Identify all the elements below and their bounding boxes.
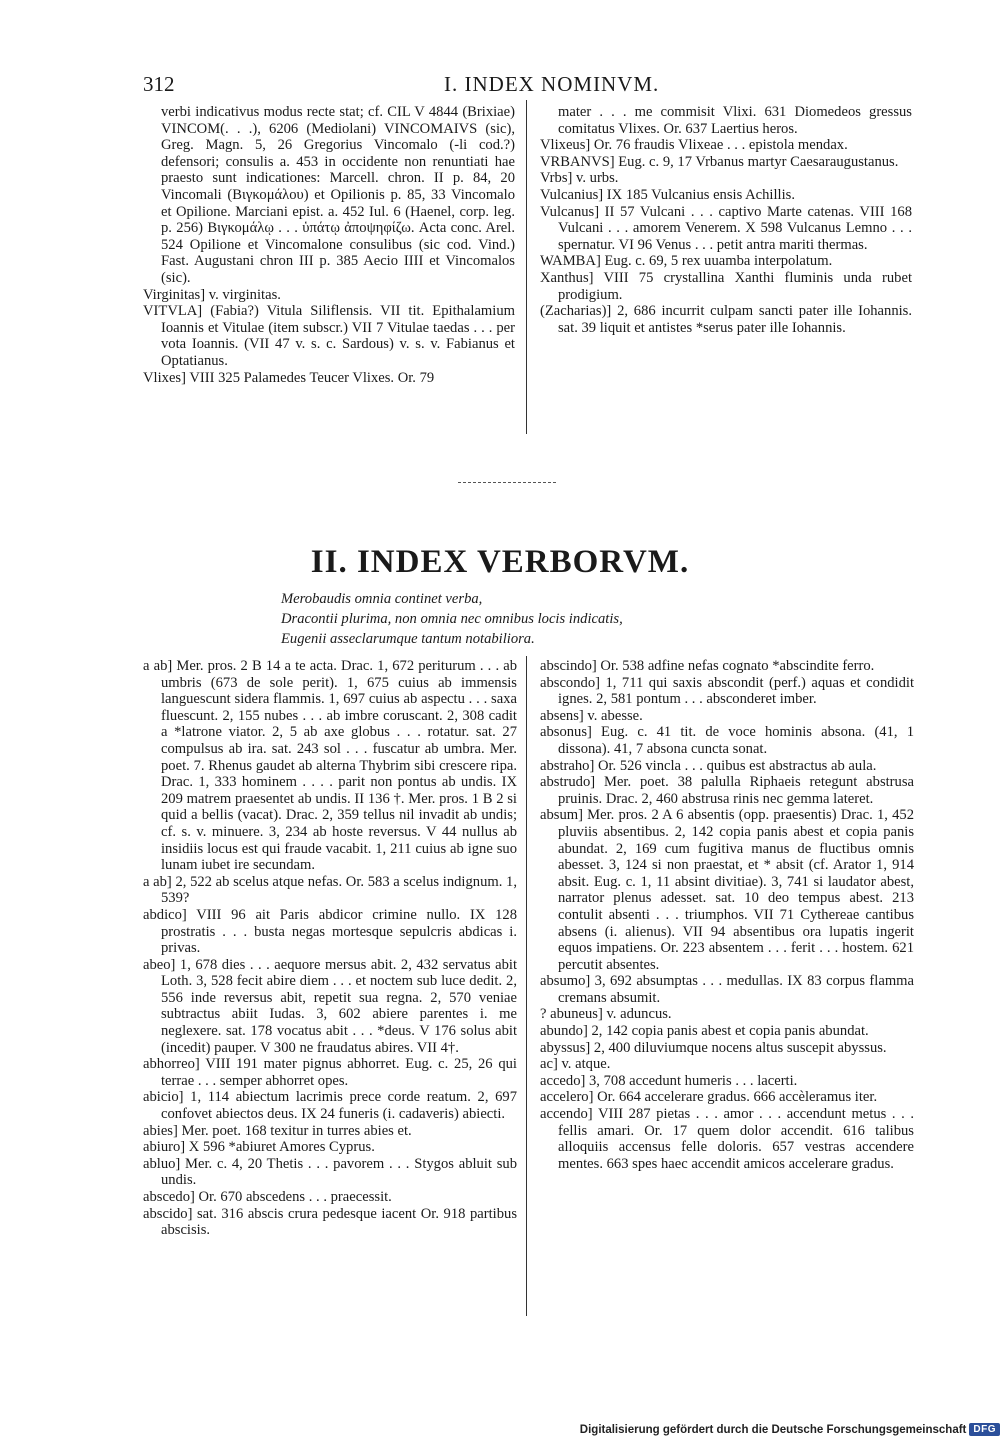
index-entry: abies] Mer. poet. 168 texitur in turres abies et. — [143, 1122, 412, 1139]
running-head: I. INDEX NOMINVM. — [444, 72, 660, 96]
column-divider — [526, 100, 527, 434]
index-entry: absumo] 3, 692 absumptas . . . medullas. IX 83 corpus flamma cremans absumit. — [540, 973, 914, 1006]
index-entry: absens] v. abesse. — [540, 707, 643, 724]
index-entry: abscido] sat. 316 abscis crura pedesque iacent Or. 918 partibus abscisis. — [143, 1205, 517, 1239]
section-separator — [458, 482, 556, 485]
index-entry: WAMBA] Eug. c. 69, 5 rex uuamba interpolatum. — [540, 253, 833, 270]
index-nominum-right-column — [540, 104, 912, 336]
intro-line: Dracontii plurima, non omnia nec omnibus locis indicatis, — [281, 611, 623, 627]
index-entry: absonus] Eug. c. 41 tit. de voce hominis absona. (41, 1 dissona). 41, 7 absona cuncta sonat. — [540, 724, 914, 757]
index-entry: Vlixeus] Or. 76 fraudis Vlixeae . . . epistola mendax. — [540, 137, 848, 154]
index-entry: mater . . . me commisit Vlixi. 631 Diomedeos gressus comitatus Vlixes. Or. 637 Laertius heros. — [558, 104, 912, 137]
index-entry: accendo] VIII 287 pietas . . . amor . . . accendunt metus . . . fellis amari. Or. 17 quem dolor accendit. 616 talibus alloquiis accensus felle doloris. 657 vestras accendere mentes. 663 spes haec accendit amicos accelerare gradus. — [540, 1106, 914, 1172]
index-entry: abhorreo] VIII 191 mater pignus abhorret. Eug. c. 25, 26 qui terrae . . . semper abhorret opes. — [143, 1056, 517, 1089]
index-nominum-left-column — [143, 104, 515, 386]
column-divider — [526, 656, 527, 1316]
index-entry: abscindo] Or. 538 adfine nefas cognato *abscindite ferro. — [540, 658, 875, 674]
index-verborum-right-column — [540, 658, 914, 1172]
index-entry: abicio] 1, 114 abiectum lacrimis prece corde reatum. 2, 697 confovet abiectos deus. IX 24 funeris (i. cadaveris) abiecti. — [143, 1089, 517, 1123]
index-entry: abluo] Mer. c. 4, 20 Thetis . . . pavorem . . . Stygos abluit sub undis. — [143, 1155, 517, 1189]
index-entry: (Zacharias)] 2, 686 incurrit culpam sancti pater ille Iohannis. sat. 39 liquit et antistes *serus pater ille Iohannis. — [540, 303, 912, 336]
index-entry: accedo] 3, 708 accedunt humeris . . . lacerti. — [540, 1072, 798, 1089]
index-entry: ac] v. atque. — [540, 1056, 611, 1073]
index-entry: Vulcanius] IX 185 Vulcanius ensis Achillis. — [540, 186, 795, 203]
dfg-logo-icon: DFG — [969, 1423, 1000, 1436]
index-entry: a ab] 2, 522 ab scelus atque nefas. Or. 583 a scelus indignum. 1, 539? — [143, 873, 517, 907]
credit-text: Digitalisierung gefördert durch die Deutsche Forschungsgemeinschaft — [579, 1423, 967, 1436]
index-entry: abundo] 2, 142 copia panis abest et copia panis abundat. — [540, 1023, 869, 1040]
section-intro — [281, 589, 623, 649]
index-entry: a ab] Mer. pros. 2 B 14 a te acta. Drac. 1, 672 periturum . . . ab umbris (673 de sole perit). 1, 675 cuius ab immensis languescunt sidera flammis. 1, 697 cuius ab aspectu . . . saxa fluescunt. 2, 155 nubes . . . ab imbre coruscant. 2, 308 cadit a *latrone viator. 2, 5 ab axe globus . . . rotatur. sat. 27 compulsus ab ira. sat. 243 sol . . . fuscatur ab umbra. Mer. poet. 7. Rhenus gaudet ab alterna Thybrim sibi crescere ripa. Drac. 1, 333 hominem . . . . parit non pontus ab undis. IX 209 matrem praesentet ab undis. II 136 †. Mer. pros. 1 B 2 si quid a bellis (vacat). Drac. 2, 359 tellus nil invadit ab undis; cf. s. v. minuere. 3, 234 ab hoste reversus. V 44 nullus ab insidiis locus est qui fraude vacabit. 1, 211 cuius ab igne suo lunam iubet ire secundam. — [143, 658, 517, 874]
index-entry: Vulcanus] II 57 Vulcani . . . captivo Marte catenas. VIII 168 Vulcani . . . amorem Venerem. X 598 Vulcanus Lemno . . . spernatur. VI 96 Venus . . . petit antra mariti thermas. — [540, 203, 912, 253]
index-verborum-left-column — [143, 658, 517, 1239]
index-entry: ? abuneus] v. aduncus. — [540, 1006, 672, 1023]
index-entry: VRBANVS] Eug. c. 9, 17 Vrbanus martyr Caesaraugustanus. — [540, 153, 899, 170]
index-entry: abdico] VIII 96 ait Paris abdicor crimine nullo. IX 128 prostratis . . . busta negas mortesque sepulcris abdicas i. privas. — [143, 906, 517, 957]
index-entry: accelero] Or. 664 accelerare gradus. 666 accèleramus iter. — [540, 1089, 878, 1106]
index-entry: abstraho] Or. 526 vincla . . . quibus est abstractus ab aula. — [540, 757, 877, 774]
intro-line: Merobaudis omnia continet verba, — [281, 591, 483, 607]
index-entry: abstrudo] Mer. poet. 38 palulla Riphaeis retegunt abstrusa pruinis. Drac. 2, 460 abstrusa rinis nec gemma lateret. — [540, 774, 914, 807]
digitization-credit — [580, 1423, 1000, 1436]
index-entry: Virginitas] v. virginitas. — [143, 286, 281, 303]
index-entry: verbi indicativus modus recte stat; cf. CIL V 4844 (Brixiae) VINCOM(. . .), 6206 (Mediolani) VINCOMAIVS (sic), Greg. Magn. 5, 26 Gregorius Vincomalo (-li cod.?) defensori; consulis a. 453 in occidente non renuntiati hae praesto sunt indicationes: Marcell. chron. II p. 84, 20 Vincomali (Βιγκομάλου) et Opilionis p. 85, 33 Vincomalo et Opilione. Marciani epist. a. 452 Iul. 6 (Haenel, corp. leg. p. 256) Βιγκομάλῳ . . . ὑπάτῳ ἀποψηφίζω. Acta conc. Arel. 524 Opilione et Vincomalone consulibus (sic cod. Vind.) Fast. Augustani chron III p. 385 Aecio IIII et Vincomalos (sic). — [161, 104, 515, 286]
index-entry: abscedo] Or. 670 abscedens . . . praecessit. — [143, 1189, 392, 1205]
page-number: 312 — [143, 72, 175, 96]
index-entry: Xanthus] VIII 75 crystallina Xanthi fluminis unda rubet prodigium. — [540, 269, 912, 303]
index-entry: VITVLA] (Fabia?) Vitula Siliflensis. VII tit. Epithalamium Ioannis et Vitulae (item subscr.) VII 7 Vitulae taedas . . . per vota Ioannis. (VII 47 v. s. c. Sardous) v. s. v. Fabianus et Optatianus. — [143, 303, 515, 369]
index-entry: Vlixes] VIII 325 Palamedes Teucer Vlixes. Or. 79 — [143, 369, 435, 386]
intro-line: Eugenii asseclarumque tantum notabiliora. — [281, 631, 535, 647]
index-entry: abiuro] X 596 *abiuret Amores Cyprus. — [143, 1139, 375, 1156]
index-entry: abyssus] 2, 400 diluviumque nocens altus suscepit abyssus. — [540, 1039, 887, 1056]
index-entry: Vrbs] v. urbs. — [540, 170, 619, 187]
index-entry: abeo] 1, 678 dies . . . aequore mersus abit. 2, 432 servatus abit Loth. 3, 528 fecit abire diem . . . et noctem sub luce dedit. 2, 556 inde reversus abit, repetit sua regna. 2, 570 veniae subtractus abiit Iudas. 3, 602 abiere parentes i. me neglexere. sat. 178 vocatus abit . . . *deus. V 176 solus abit (incedit) pauper. V 300 ne fraudatus abires. VII 4†. — [143, 956, 517, 1056]
index-entry: abscondo] 1, 711 qui saxis abscondit (perf.) aquas et condidit ignes. 2, 581 pontum . . . absconderet imber. — [540, 674, 914, 708]
index-entry: absum] Mer. pros. 2 A 6 absentis (opp. praesentis) Drac. 1, 452 pluviis absentibus. 2, 142 copia panis abest et copia panis abundat. 2, 169 cum fugitiva manus de fluctibus omnis abesset. 3, 124 si non praestat, et * absit (cf. Arator 1, 914 absit. Eug. c. 1, 11 absint divitiae). 3, 741 si laudator abest, narrator plenus adesset. sat. 10 deo tempus abest. 213 contulit absenti . . . triumphos. VII 71 Cythereae cantibus absens (i. alienus). VII 94 absentibus ora lupatis ingerit equos impatiens. Or. 223 absentem . . . ferit . . . hostem. 621 percutit absentes. — [540, 807, 914, 973]
section-title: II. INDEX VERBORVM. — [310, 544, 690, 580]
